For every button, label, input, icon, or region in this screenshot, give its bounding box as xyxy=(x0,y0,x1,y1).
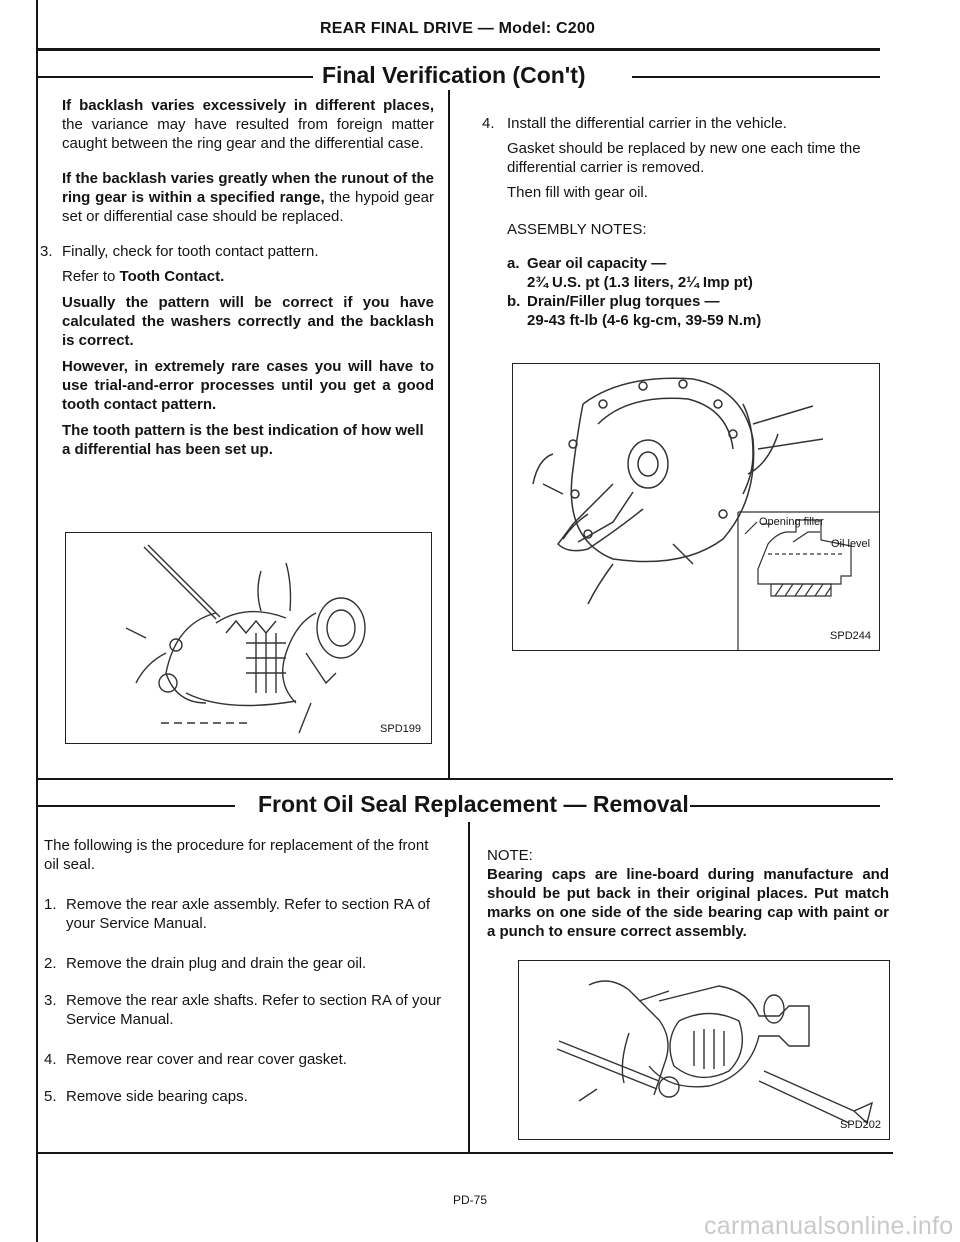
removal-step-2-number: 2. xyxy=(44,955,57,972)
fill-gear-oil-text: Then fill with gear oil. xyxy=(507,184,648,201)
step-3-text: Finally, check for tooth contact pattern. xyxy=(62,243,319,260)
refer-link-text: Tooth Contact. xyxy=(119,268,225,285)
refer-tooth-contact xyxy=(62,267,434,286)
note-a xyxy=(507,254,885,292)
section2-title: Front Oil Seal Replacement — Removal xyxy=(258,791,689,817)
figure-code-spd199: SPD199 xyxy=(380,723,421,735)
tooth-contact-illustration xyxy=(66,533,431,743)
removal-step-2 xyxy=(44,954,446,973)
removal-step-4-number: 4. xyxy=(44,1051,57,1068)
gasket-paragraph: Gasket should be replaced by new one each time the differential carrier is removed. xyxy=(507,140,861,176)
note-b xyxy=(507,292,885,330)
removal-step-1-number: 1. xyxy=(44,896,57,913)
best-indication-paragraph: The tooth pattern is the best indication of how well a differential has been set up. xyxy=(62,422,424,458)
page-number: PD-75 xyxy=(453,1193,488,1207)
backlash-varies-text: the variance may have resulted from foreign matter caught between the ring gear and the differential case. xyxy=(62,116,434,152)
section2-right-column xyxy=(487,846,889,941)
section1-title: Final Verification (Con't) xyxy=(322,62,586,88)
removal-step-4-text: Remove rear cover and rear cover gasket. xyxy=(66,1051,347,1068)
figure-spd202 xyxy=(518,960,890,1140)
step-3-number: 3. xyxy=(40,243,53,260)
figure-spd199 xyxy=(65,532,432,744)
refer-prefix: Refer to xyxy=(62,268,120,285)
bottom-rule xyxy=(38,1152,893,1154)
step-4-text: Install the differential carrier in the vehicle. xyxy=(507,115,787,132)
removal-step-5 xyxy=(44,1087,446,1106)
removal-step-2-text: Remove the drain plug and drain the gear oil. xyxy=(66,955,367,972)
removal-step-5-number: 5. xyxy=(44,1088,57,1105)
section2-rule-right xyxy=(690,805,880,807)
column-divider-2 xyxy=(468,822,470,1154)
runout-bold: If the backlash varies greatly when the runout of the ring gear is within a specified range, xyxy=(62,170,434,206)
note-a-label: a. xyxy=(507,255,520,272)
oil-filling-illustration xyxy=(513,364,879,650)
step-4 xyxy=(482,114,885,133)
step-3 xyxy=(40,242,434,261)
section1-rule-right xyxy=(632,76,880,78)
removal-step-5-text: Remove side bearing caps. xyxy=(66,1088,248,1105)
note-b-value: 29-43 ft-lb (4-6 kg-cm, 39-59 N.m) xyxy=(527,312,762,329)
backlash-varies-bold: If backlash varies excessively in different places, xyxy=(62,97,434,114)
callout-opening-filler: Opening filler xyxy=(759,516,824,528)
section1-rule-left xyxy=(38,76,313,78)
figure-code-spd202: SPD202 xyxy=(840,1119,881,1131)
assembly-notes-heading: ASSEMBLY NOTES: xyxy=(507,221,647,238)
backlash-varies-paragraph xyxy=(62,96,434,153)
step-4-number: 4. xyxy=(482,115,495,132)
note-a-value: 2¾ U.S. pt (1.3 liters, 2¼ Imp pt) xyxy=(527,274,753,291)
page-header-title: REAR FINAL DRIVE — Model: C200 xyxy=(320,20,596,37)
note-b-label: b. xyxy=(507,293,521,310)
runout-text: the hypoid gear set or differential case should be replaced. xyxy=(62,189,435,225)
callout-oil-level: Oil level xyxy=(831,538,871,550)
pattern-correct-paragraph: Usually the pattern will be correct if you have calculated the washers correctly and the backlash is correct. xyxy=(62,294,434,349)
section2-left-column xyxy=(44,836,444,874)
left-margin-rule xyxy=(36,0,38,1242)
removal-step-3-number: 3. xyxy=(44,992,57,1009)
runout-paragraph xyxy=(62,169,434,226)
bearing-cap-illustration xyxy=(519,961,889,1139)
figure-code-spd244: SPD244 xyxy=(830,630,871,642)
column-divider-1 xyxy=(448,90,450,780)
removal-step-4 xyxy=(44,1050,446,1069)
header-rule xyxy=(38,48,880,51)
figure-spd244 xyxy=(512,363,880,651)
section1-left-column xyxy=(40,96,435,459)
note-heading: NOTE: xyxy=(487,847,533,864)
watermark-text: carmanualsonline.info xyxy=(704,1212,954,1240)
removal-step-1 xyxy=(44,895,446,933)
section-divider-rule xyxy=(38,778,893,780)
section1-right-column xyxy=(482,114,885,330)
removal-step-1-text: Remove the rear axle assembly. Refer to section RA of your Service Manual. xyxy=(66,896,431,932)
removal-step-3-text: Remove the rear axle shafts. Refer to section RA of your Service Manual. xyxy=(66,992,442,1028)
removal-step-3 xyxy=(44,991,446,1029)
note-b-title: Drain/Filler plug torques — xyxy=(527,293,720,310)
intro-paragraph: The following is the procedure for replacement of the front oil seal. xyxy=(44,837,429,873)
note-text: Bearing caps are line-board during manufacture and should be put back in their original places. Put match marks on one side of the side bearing cap with paint or a punch to ensure correct assembly. xyxy=(487,866,889,940)
section2-rule-left xyxy=(38,805,235,807)
trial-error-paragraph: However, in extremely rare cases you will have to use trial-and-error processes until you get a good tooth contact pattern. xyxy=(62,358,434,413)
note-a-title: Gear oil capacity — xyxy=(527,255,667,272)
